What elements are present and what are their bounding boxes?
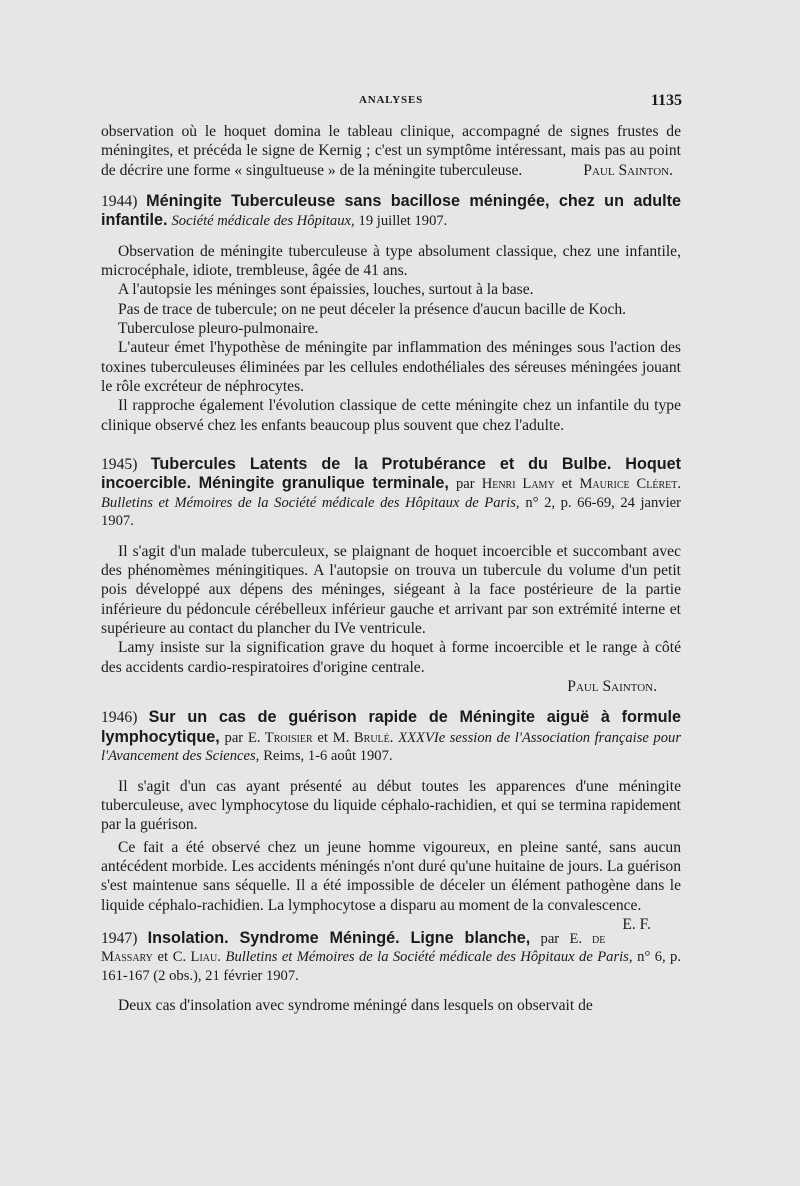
- article-signature: Paul Sainton.: [567, 677, 657, 695]
- article-source: Société médicale des Hôpitaux,: [171, 213, 355, 230]
- article-paragraph: [101, 838, 681, 933]
- authors-prefix: par: [455, 476, 475, 493]
- article-paragraph: L'auteur émet l'hypothèse de méningite par inflammation des méninges sous l'action des toxines tuberculeuses éliminées par les cellules endothéliales des séreuses méningées jouant le rôle excréteur de néphrocytes.: [101, 339, 681, 395]
- intro-text: observation où le hoquet domina le tableau clinique, accompagné de signes frustes de méningites, et précéda le signe de Kernig ; c'est un symptôme intéressant, mais pas au point de décrire une forme « singultueuse » de la méningite tuberculeuse.: [101, 123, 681, 179]
- article-heading: [101, 708, 681, 766]
- author-name: Maurice Cléret.: [579, 476, 681, 493]
- article-reference: Reims, 1-6 août 1907.: [263, 748, 393, 765]
- article-1944: [101, 192, 681, 435]
- article-paragraph: Il s'agit d'un malade tuberculeux, se plaignant de hoquet incoercible et succombant avec des phénomèmes méningitiques. A l'autopsie on trouva un tubercule du volume d'un petit pois développé aux dépens des méninges, siégeant à la face postérieure de la partie inférieure du pédoncule cérébelleux inférieur gauche et arrivant par son extrémité interne et supérieure au contact du plancher du IVe ventricule.: [101, 542, 681, 638]
- article-heading: [101, 929, 681, 986]
- article-title: Sur un cas de guérison rapide de Méningite aiguë à formule lymphocytique,: [101, 708, 681, 746]
- article-paragraph: Tuberculose pleuro-pulmonaire.: [118, 320, 319, 338]
- article-1947: [101, 929, 681, 1016]
- article-heading: [101, 455, 681, 531]
- article-source: Bulletins et Mémoires de la Société médicale des Hôpitaux de Paris,: [101, 494, 520, 511]
- article-paragraph: Pas de trace de tubercule; on ne peut déceler la présence d'aucun bacille de Koch.: [118, 300, 627, 318]
- article-paragraph: A l'autopsie les méninges sont épaissies, louches, surtout à la base.: [118, 281, 534, 299]
- article-1945: [101, 455, 681, 696]
- article-1946: [101, 708, 682, 933]
- intro-signature: Paul Sainton.: [583, 161, 673, 179]
- page-number: 1135: [650, 92, 682, 109]
- article-reference: n° 2, p. 66-69, 24 janvier 1907.: [101, 494, 681, 530]
- page-header: [100, 92, 682, 112]
- author-name: E. Troisier: [247, 729, 313, 746]
- article-number: 1945): [101, 455, 138, 473]
- author-name: Henri Lamy: [481, 476, 555, 493]
- intro-paragraph: [101, 122, 681, 180]
- page-body: [101, 122, 681, 1016]
- article-title: Méningite Tuberculeuse sans bacillose méningée, chez un adulte infantile.: [101, 191, 681, 230]
- authors-prefix: par: [224, 729, 244, 746]
- article-paragraph-text: Ce fait a été observé chez un jeune homme vigoureux, en pleine santé, sans aucun antécédent morbide. Les accidents méningés n'ont duré qu'une huitaine de jours. La guérison s'est maintenue sans séquelle. Il a été impossible de déceler un élément pathogène dans le liquide céphalo-rachidien. La lymphocytose a disparu au moment de la convalescence.: [101, 838, 681, 914]
- article-number: 1946): [101, 709, 138, 727]
- author-name: M. Brulé.: [332, 729, 394, 746]
- article-paragraph: Observation de méningite tuberculeuse à type absolument classique, chez une infantile, microcéphale, idiote, trembleuse, âgée de 41 ans.: [101, 242, 681, 280]
- authors-prefix: par: [540, 930, 560, 947]
- authors-joiner: et: [561, 476, 573, 493]
- article-reference: 19 juillet 1907.: [358, 213, 448, 230]
- article-paragraph: Il rapproche également l'évolution classique de cette méningite chez un infantile du type clinique observé chez les enfants beaucoup plus souvent que chez l'adulte.: [101, 397, 681, 434]
- article-source: XXXVIe session de l'Association française pour l'Avancement des Sciences,: [101, 729, 682, 765]
- article-title: Tubercules Latents de la Protubérance et du Bulbe. Hoquet incoercible. Méningite granulique terminale,: [101, 454, 682, 493]
- article-number: 1947): [101, 929, 138, 947]
- article-paragraph: Il s'agit d'un cas ayant présenté au début toutes les apparences d'une méningite tuberculeuse, avec lymphocytose du liquide céphalo-rachidien, et qui se termina rapidement par la guérison.: [101, 777, 681, 834]
- authors-joiner: et: [317, 729, 328, 746]
- article-source: Bulletins et Mémoires de la Société médicale des Hôpitaux de Paris,: [225, 949, 633, 966]
- author-name: E. de Massary: [101, 930, 606, 966]
- authors-joiner: et: [157, 949, 169, 966]
- article-paragraph: Lamy insiste sur la signification grave du hoquet à forme incoercible et le range à côté des accidents cardio-respiratoires d'origine centrale.: [101, 639, 681, 676]
- article-title: Insolation. Syndrome Méningé. Ligne blanche,: [147, 928, 531, 947]
- article-heading: [101, 192, 681, 231]
- author-name: C. Liau.: [172, 949, 221, 966]
- article-reference: n° 6, p. 161-167 (2 obs.), 21 février 1907.: [101, 949, 681, 984]
- running-head: ANALYSES: [358, 94, 424, 106]
- article-signature: E. F.: [622, 915, 651, 933]
- article-number: 1944): [101, 192, 138, 210]
- article-paragraph: Deux cas d'insolation avec syndrome méningé dans lesquels on observait de: [118, 997, 593, 1015]
